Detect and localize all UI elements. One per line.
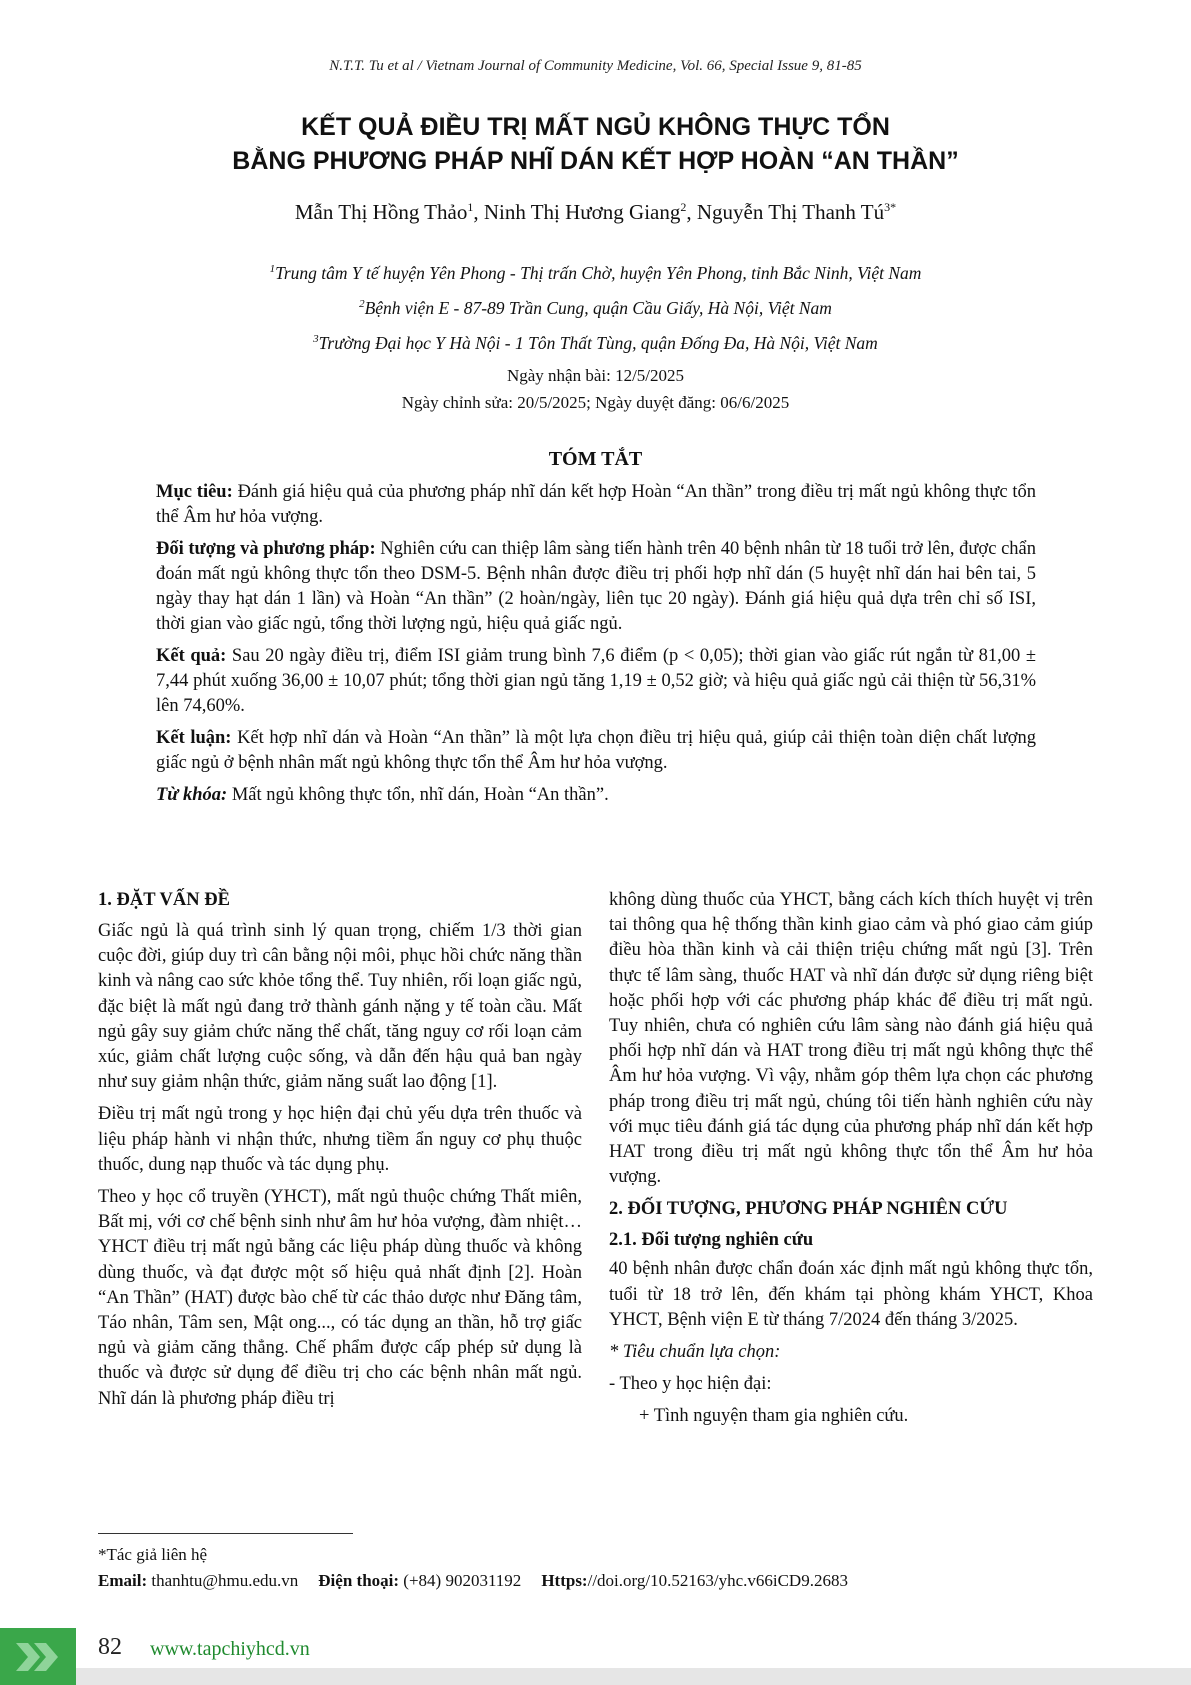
affiliation: [0, 289, 1191, 324]
footnote-divider: [98, 1533, 353, 1534]
footer-band: [0, 1668, 1191, 1685]
email-address[interactable]: thanhtu@hmu.edu.vn: [147, 1571, 299, 1590]
author-sep: ,: [473, 200, 484, 224]
methods-label: Đối tượng và phương pháp:: [156, 539, 376, 559]
phone-label: Điện thoại:: [318, 1571, 400, 1590]
running-head: N.T.T. Tu et al / Vietnam Journal of Community Medicine, Vol. 66, Special Issue 9, 81-85: [329, 58, 862, 74]
article-title: [0, 110, 1191, 178]
methods-text: Nghiên cứu can thiệp lâm sàng tiến hành trên 40 bệnh nhân từ 18 tuổi trở lên, được chẩn đoán mất ngủ không thực tổn theo DSM-5. Bệnh nhân được điều trị phối hợp nhĩ dán (5 huyệt nhĩ dán hai bên tai, 5 ngày thay hạt dán 1 lần) và Hoàn “An thần” (2 hoàn/ngày, liên tục 20 ngày). Đánh giá hiệu quả dựa trên chỉ số ISI, thời gian vào giấc ngủ, tổng thời lượng ngủ, hiệu quả giấc ngủ.: [156, 539, 1036, 634]
abstract: [156, 480, 1036, 815]
modern-medicine-label: - Theo y học hiện đại:: [609, 1374, 772, 1395]
abstract-objective: [156, 480, 1036, 530]
doi-label: Https:: [541, 1571, 588, 1590]
affiliation-sup: 2: [359, 297, 365, 310]
corresponding-author-note: *Tác giả liên hệ: [98, 1545, 208, 1564]
results-text: Sau 20 ngày điều trị, điểm ISI giảm trung bình 7,6 điểm (p < 0,05); thời gian vào giấc rút ngắn từ 81,00 ± 7,44 phút xuống 36,00 ± 10,07 phút; tổng thời gian ngủ tăng 1,19 ± 0,52 giờ; và hiệu quả giấc ngủ cải thiện từ 56,31% lên 74,60%.: [156, 646, 1036, 716]
abstract-results: [156, 644, 1036, 719]
email-label: Email:: [98, 1571, 148, 1590]
affiliation: [0, 254, 1191, 289]
affiliation-text: Trung tâm Y tế huyện Yên Phong - Thị trấn Chờ, huyện Yên Phong, tỉnh Bắc Ninh, Việt Nam: [275, 262, 922, 283]
paragraph: Giấc ngủ là quá trình sinh lý quan trọng, chiếm 1/3 thời gian cuộc đời, giúp duy trì cân bằng nội môi, phục hồi chức năng thần kinh và nâng cao sức khỏe tổng thể. Tuy nhiên, rối loạn giấc ngủ, đặc biệt là mất ngủ đang trở thành gánh nặng y tế toàn cầu. Mất ngủ gây suy giảm chức năng thể chất, tăng nguy cơ rối loạn cảm xúc, giảm chất lượng cuộc sống, và dẫn đến hậu quả ban ngày như suy giảm nhận thức, giảm năng suất lao động [1].: [98, 921, 582, 1093]
paragraph: 40 bệnh nhân được chẩn đoán xác định mất ngủ không thực tổn, tuổi từ 18 trở lên, đến khám tại phòng khám YHCT, Khoa YHCT, Bệnh viện E từ tháng 7/2024 đến tháng 3/2025.: [609, 1259, 1093, 1330]
revised-accepted-date: Ngày chỉnh sửa: 20/5/2025; Ngày duyệt đăng: 06/6/2025: [401, 393, 790, 412]
paragraph: không dùng thuốc của YHCT, bằng cách kích thích huyệt vị trên tai thông qua hệ thống thần kinh giao cảm và phó giao cảm giúp điều hòa thần kinh và cải thiện triệu chứng mất ngủ [3]. Trên thực tế lâm sàng, thuốc HAT và nhĩ dán được sử dụng riêng biệt hoặc phối hợp với các phương pháp khác để điều trị mất ngủ. Tuy nhiên, chưa có nghiên cứu lâm sàng nào đánh giá hiệu quả phối hợp nhĩ dán và HAT trong điều trị mất ngủ không thực thể Âm hư hỏa vượng. Vì vậy, nhằm góp thêm lựa chọn các phương pháp trong điều trị mất ngủ, chúng tôi tiến hành nghiên cứu này với mục tiêu đánh giá tác dụng của phương pháp nhĩ dán kết hợp HAT trong điều trị mất ngủ không thực tổn thể Âm hư hỏa vượng.: [609, 890, 1093, 1188]
title-line-1: KẾT QUẢ ĐIỀU TRỊ MẤT NGỦ KHÔNG THỰC TỔN: [301, 113, 890, 141]
subsection-heading-subjects: 2.1. Đối tượng nghiên cứu: [609, 1230, 814, 1251]
abstract-heading: TÓM TẮT: [548, 448, 643, 470]
footnote: [98, 1542, 1098, 1594]
abstract-methods: [156, 537, 1036, 637]
section-heading-introduction: 1. ĐẶT VẤN ĐỀ: [98, 890, 230, 910]
page-number: 82: [98, 1634, 122, 1660]
affiliation-list: [0, 254, 1191, 358]
paragraph: Điều trị mất ngủ trong y học hiện đại chủ yếu dựa trên thuốc và liệu pháp hành vi nhận thức, nhưng tiềm ẩn nguy cơ phụ thuộc thuốc, dung nạp thuốc và tác dụng phụ.: [98, 1104, 582, 1175]
page-badge: [0, 1628, 76, 1685]
abstract-conclusion: [156, 726, 1036, 776]
affiliation-text: Trường Đại học Y Hà Nội - 1 Tôn Thất Tùng, quận Đống Đa, Hà Nội, Việt Nam: [318, 332, 878, 353]
author-name: Mẫn Thị Hồng Thảo: [294, 200, 468, 224]
affiliation: [0, 324, 1191, 359]
criteria-item: + Tình nguyện tham gia nghiên cứu.: [639, 1406, 909, 1427]
title-line-2: BẰNG PHƯƠNG PHÁP NHĨ DÁN KẾT HỢP HOÀN “AN THẦN”: [232, 147, 959, 175]
journal-website-link[interactable]: www.tapchiyhcd.vn: [150, 1638, 310, 1660]
article-dates: [0, 362, 1191, 416]
doi-link[interactable]: //doi.org/10.52163/yhc.v66iCD9.2683: [587, 1571, 848, 1590]
left-column: [98, 888, 582, 1419]
abstract-keywords: [156, 783, 1036, 808]
keywords-text: Mất ngủ không thực tổn, nhĩ dán, Hoàn “An thần”.: [227, 785, 609, 805]
double-chevron-right-icon: [12, 1639, 64, 1675]
affiliation-sup: 3: [313, 332, 319, 345]
results-label: Kết quả:: [156, 646, 227, 666]
objective-label: Mục tiêu:: [156, 482, 233, 502]
author-list: [0, 200, 1191, 225]
contact-line: [98, 1568, 1098, 1594]
right-column: [609, 888, 1093, 1437]
conclusion-label: Kết luận:: [156, 728, 232, 748]
paragraph: Theo y học cổ truyền (YHCT), mất ngủ thuộc chứng Thất miên, Bất mị, với cơ chế bệnh sinh như âm hư hỏa vượng, đàm nhiệt… YHCT điều trị mất ngủ bằng các liệu pháp dùng thuốc và không dùng thuốc, và đạt được một số hiệu quả nhất định [2]. Hoàn “An Thần” (HAT) được bào chế từ các thảo dược như Đăng tâm, Táo nhân, Tâm sen, Mật ong..., có tác dụng an thần, hỗ trợ giấc ngủ và giảm căng thẳng. Chế phẩm được cấp phép sử dụng là thuốc và được sử dụng để điều trị cho các bệnh nhân mất ngủ. Nhĩ dán là phương pháp điều trị: [98, 1187, 582, 1409]
keywords-label: Từ khóa:: [156, 785, 228, 805]
author-sup: 1: [467, 200, 474, 214]
author-name: Ninh Thị Hương Giang: [483, 200, 681, 224]
author-name: Nguyễn Thị Thanh Tú: [696, 200, 885, 224]
phone-number: (+84) 902031192: [399, 1571, 522, 1590]
author-sup: 2: [680, 200, 687, 214]
section-heading-methods: 2. ĐỐI TƯỢNG, PHƯƠNG PHÁP NGHIÊN CỨU: [609, 1199, 1008, 1220]
received-date: Ngày nhận bài: 12/5/2025: [506, 366, 685, 385]
affiliation-sup: 1: [269, 263, 276, 275]
conclusion-text: Kết hợp nhĩ dán và Hoàn “An thần” là một lựa chọn điều trị hiệu quả, giúp cải thiện toàn diện chất lượng giấc ngủ ở bệnh nhân mất ngủ không thực tổn thể Âm hư hỏa vượng.: [156, 728, 1037, 773]
selection-criteria-label: * Tiêu chuẩn lựa chọn:: [609, 1342, 781, 1363]
affiliation-text: Bệnh viện E - 87-89 Trần Cung, quận Cầu Giấy, Hà Nội, Việt Nam: [364, 297, 832, 318]
author-sup: 3*: [884, 200, 897, 214]
objective-text: Đánh giá hiệu quả của phương pháp nhĩ dán kết hợp Hoàn “An thần” trong điều trị mất ngủ không thực tổn thể Âm hư hỏa vượng.: [156, 482, 1036, 527]
author-sep: ,: [686, 200, 697, 224]
